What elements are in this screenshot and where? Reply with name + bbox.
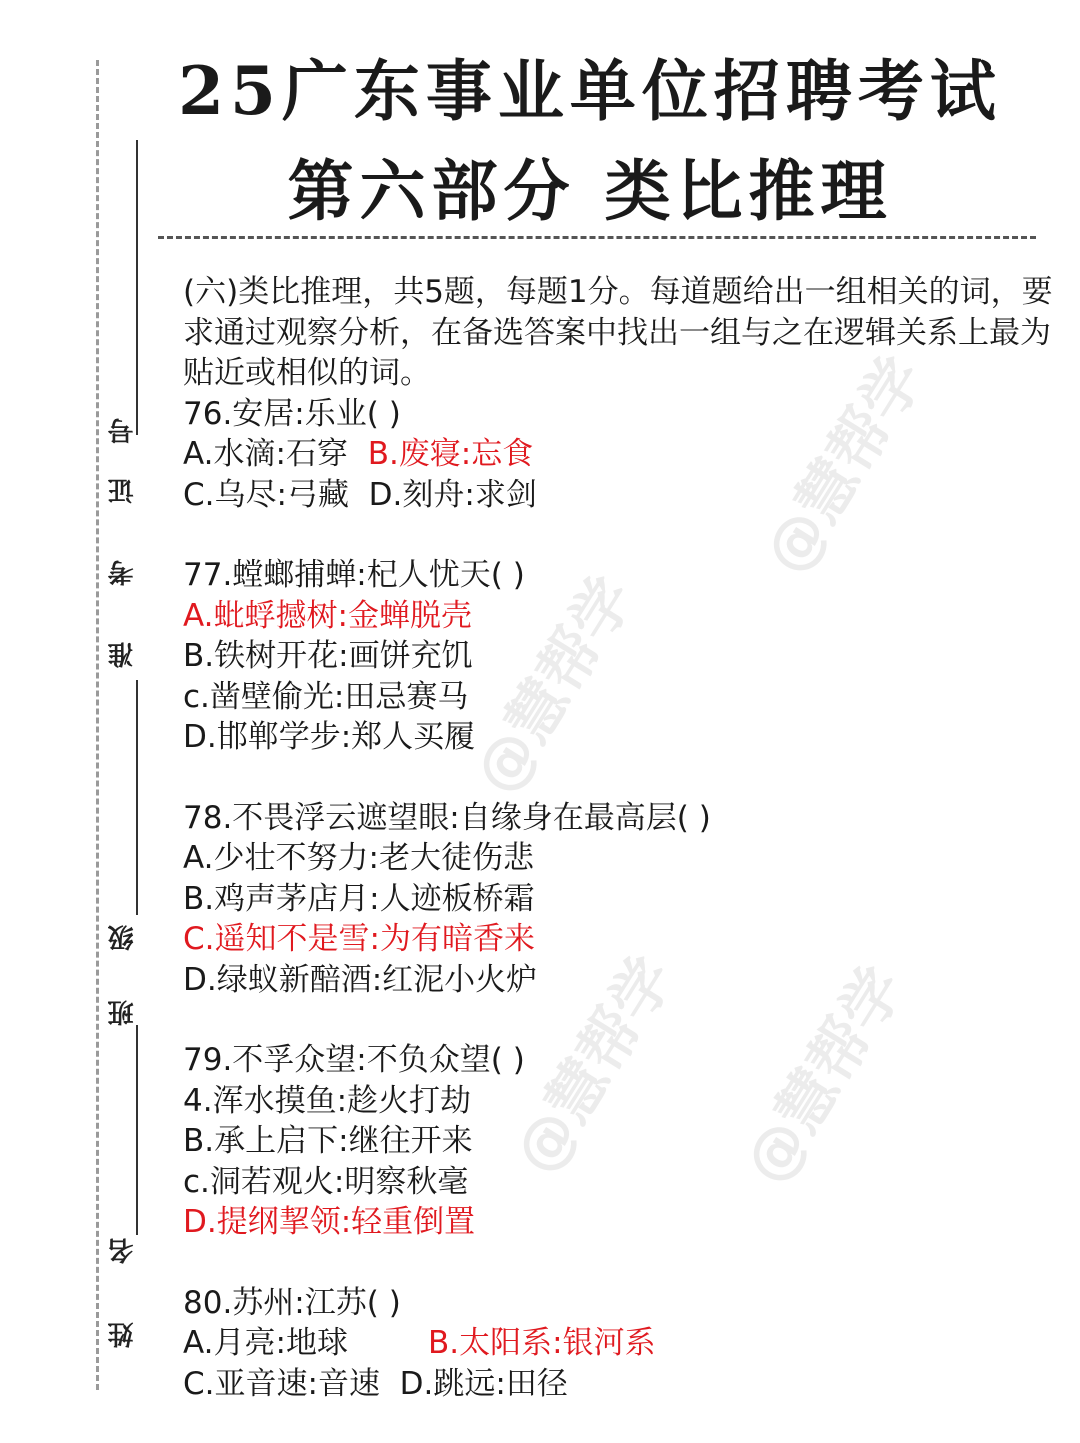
question-section [183,272,1053,1404]
instructions: (六)类比推理，共5题，每题1分。每道题给出一组相关的词，要求通过观察分析，在备选答案中找出一组与之在逻辑关系上最为贴近或相似的词。 [183,274,1053,391]
option-d: D.跳远:田径 [399,1365,568,1402]
page-title: 25广东事业单位招聘考试 [178,52,1002,130]
question-76 [183,394,1053,516]
option-a-correct: A.蚍蜉撼树:金蝉脱壳 [183,597,472,634]
question-stem: 78.不畏浮云遮望眼:自缘身在最高层( ) [183,799,711,836]
option-row [183,434,1053,475]
watermark: @慧帮学 [750,345,938,586]
option-c: c.洞若观火:明察秋毫 [183,1163,469,1200]
option-c-correct: C.遥知不是雪:为有暗香来 [183,921,535,957]
question-78 [183,798,1053,1001]
option-c: C.乌尽:弓藏 [183,476,349,513]
side-label-ji: 级 [108,925,138,951]
question-stem: 76.安居:乐业( ) [183,395,401,432]
question-stem: 77.螳螂捕蝉:杞人忧天( ) [183,557,525,593]
option-c: c.凿壁偷光:田忌赛马 [183,678,469,715]
option-a: A.水滴:石穿 [183,436,348,472]
option-d: D.邯郸学步:郑人买履 [183,719,476,755]
section-title: 第六部分 类比推理 [287,152,893,230]
side-label-ming: 名 [108,1238,138,1264]
option-b: B.铁树开花:画饼充饥 [183,638,473,674]
question-stem: 80.苏州:江苏( ) [183,1284,401,1321]
option-b-correct: B.太阳系:银河系 [428,1325,656,1361]
question-77 [183,555,1053,758]
option-b-correct: B.废寝:忘食 [367,436,534,472]
option-row [183,475,1053,516]
watermark: @慧帮学 [500,945,688,1186]
option-a: A.月亮:地球 [183,1325,348,1361]
option-row [183,1323,1053,1364]
side-label-ban: 班 [108,1000,138,1026]
option-d-correct: D.提纲挈领:轻重倒置 [183,1204,476,1240]
option-b: B.鸡声茅店月:人迹板桥霜 [183,880,535,917]
watermark: @慧帮学 [730,955,918,1196]
side-label-hao: 号 [108,418,138,444]
side-label-zhun: 准 [108,642,138,668]
binding-rule-top [136,140,138,435]
question-79 [183,1040,1053,1243]
option-a: A.少壮不努力:老大徒伤悲 [183,840,534,876]
option-d: D.刻舟:求剑 [368,476,537,513]
option-b: B.承上启下:继往开来 [183,1123,473,1159]
option-c: C.亚音速:音速 [183,1365,380,1402]
option-row [183,1364,1053,1405]
option-a: 4.浑水摸鱼:趁火打劫 [183,1082,472,1119]
binding-rule-mid [136,680,138,915]
watermark: @慧帮学 [460,565,648,806]
option-d: D.绿蚁新醅酒:红泥小火炉 [183,961,538,998]
side-label-zheng: 证 [108,478,138,504]
side-label-kao: 考 [108,560,138,586]
binding-dashed-line [96,60,99,1390]
question-stem: 79.不孚众望:不负众望( ) [183,1042,525,1078]
side-label-xing: 姓 [108,1322,138,1348]
binding-rule-low [136,1025,138,1235]
title-divider [158,236,1036,239]
question-80 [183,1283,1053,1405]
